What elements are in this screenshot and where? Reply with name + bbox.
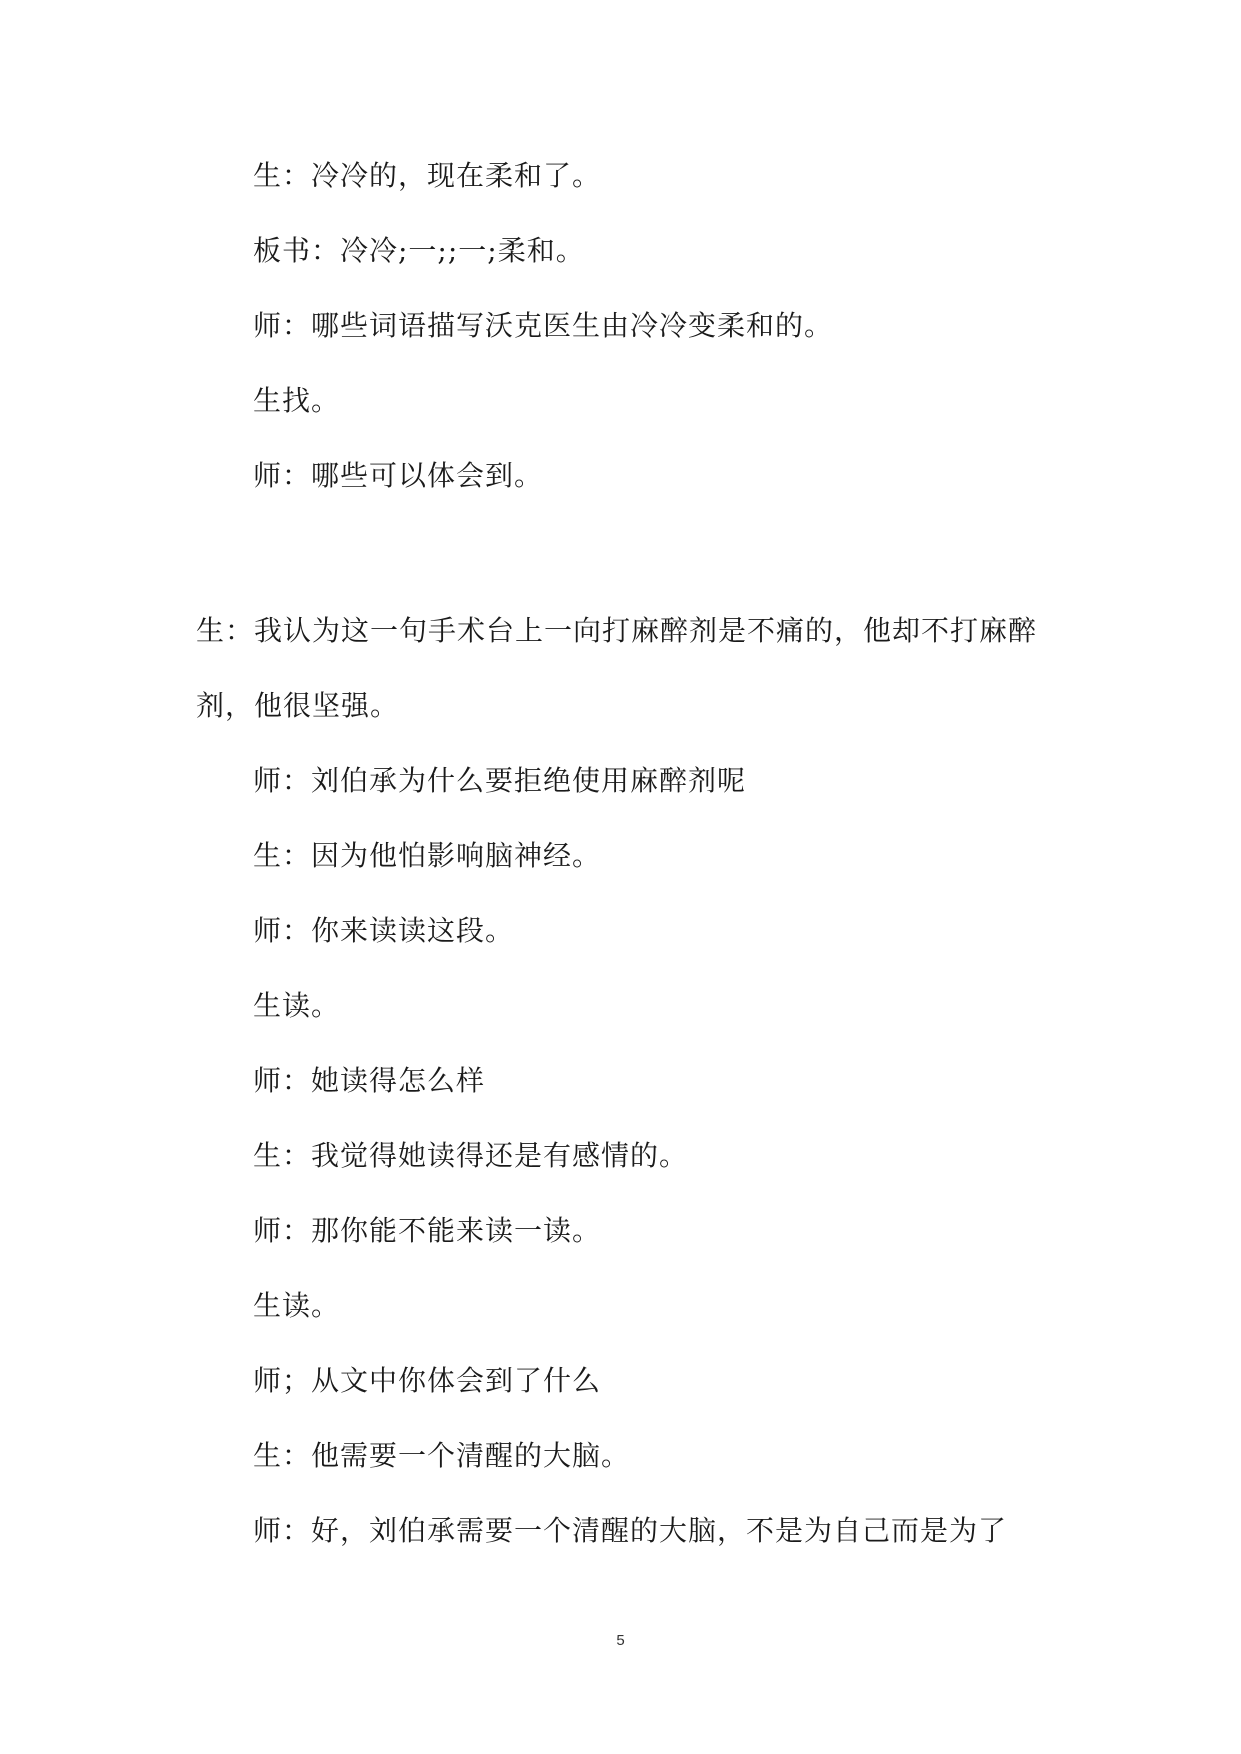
paragraph-line: 生：冷冷的，现在柔和了。	[253, 159, 602, 192]
paragraph-line: 生：我觉得她读得还是有感情的。	[253, 1139, 689, 1172]
paragraph-line: 师：她读得怎么样	[253, 1064, 486, 1097]
paragraph-line: 师：那你能不能来读一读。	[253, 1214, 602, 1247]
paragraph-line: 师：哪些可以体会到。	[253, 459, 544, 492]
paragraph-line: 生：因为他怕影响脑神经。	[253, 839, 602, 872]
paragraph-line: 剂，他很坚强。	[196, 689, 400, 722]
paragraph-line: 生：他需要一个清醒的大脑。	[253, 1439, 631, 1472]
page-number: 5	[616, 1632, 625, 1649]
paragraph-line: 板书：冷冷;一;;一;柔和。	[253, 234, 585, 267]
paragraph-line: 师：哪些词语描写沃克医生由冷冷变柔和的。	[253, 309, 834, 342]
paragraph-line: 生：我认为这一句手术台上一向打麻醉剂是不痛的，他却不打麻醉	[196, 614, 1038, 647]
paragraph-line: 师：好，刘伯承需要一个清醒的大脑，不是为自己而是为了	[253, 1514, 1008, 1547]
paragraph-line: 师；从文中你体会到了什么	[253, 1364, 602, 1397]
paragraph-line: 生找。	[253, 384, 341, 417]
paragraph-line: 师：你来读读这段。	[253, 914, 515, 947]
paragraph-line: 生读。	[253, 989, 341, 1022]
paragraph-line: 生读。	[253, 1289, 341, 1322]
paragraph-line: 师：刘伯承为什么要拒绝使用麻醉剂呢	[253, 764, 747, 797]
